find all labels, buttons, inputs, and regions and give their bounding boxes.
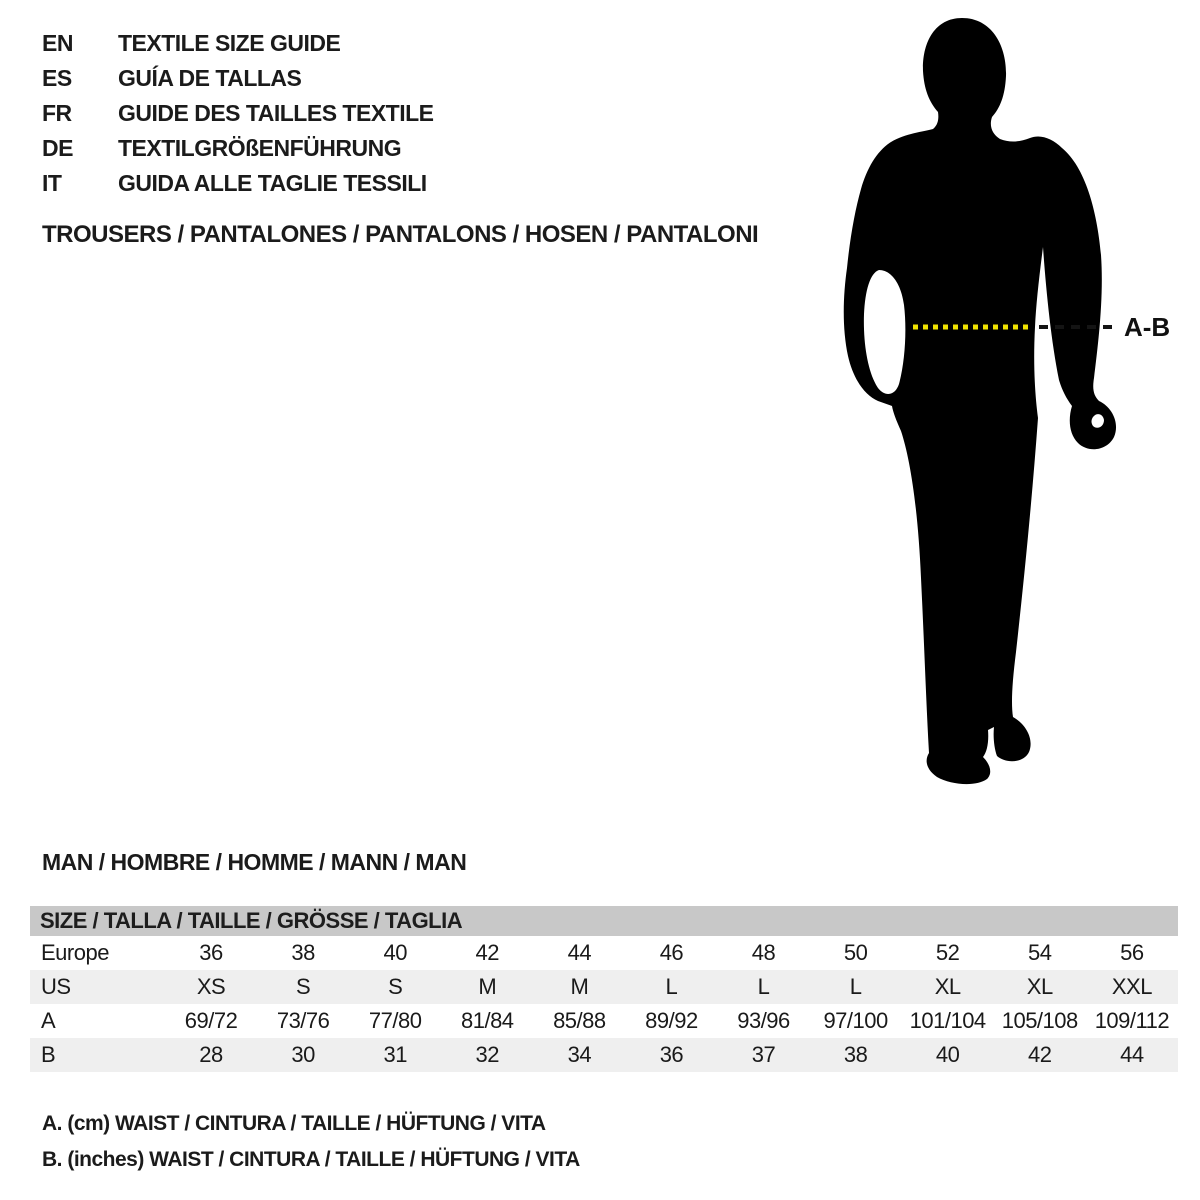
- size-cell: 44: [1086, 1038, 1178, 1072]
- size-cell: 101/104: [909, 1008, 986, 1033]
- note-a: A. (cm) WAIST / CINTURA / TAILLE / HÜFTUNG / VITA: [42, 1112, 546, 1135]
- size-cell: XL: [902, 970, 994, 1004]
- size-cell: 40: [383, 940, 407, 965]
- size-cell: XL: [994, 970, 1086, 1004]
- size-cell: XXL: [1086, 970, 1178, 1004]
- size-cell: 46: [659, 940, 684, 965]
- measure-label: A-B: [1124, 312, 1171, 342]
- language-row-de: [42, 131, 434, 166]
- size-cell: 31: [349, 1038, 441, 1072]
- note-b: B. (inches) WAIST / CINTURA / TAILLE / HÜFTUNG / VITA: [42, 1148, 580, 1171]
- size-table-row-us: [30, 970, 1178, 1004]
- size-cell: XS: [165, 970, 257, 1004]
- size-table-header: SIZE / TALLA / TAILLE / GRÖSSE / TAGLIA: [30, 906, 1178, 936]
- size-cell: 56: [1120, 940, 1144, 965]
- size-cell: S: [349, 970, 441, 1004]
- language-row-fr: [42, 96, 434, 131]
- size-cell: L: [810, 970, 902, 1004]
- category-title: TROUSERS / PANTALONES / PANTALONS / HOSEN / PANTALONI: [42, 221, 759, 248]
- size-cell: L: [717, 970, 809, 1004]
- size-table-row-b: [30, 1038, 1178, 1072]
- size-cell: 38: [291, 940, 315, 965]
- language-row-it: [42, 166, 434, 201]
- row-label: B: [30, 1038, 165, 1072]
- row-label: US: [30, 970, 165, 1004]
- size-cell: 105/108: [1001, 1008, 1078, 1033]
- size-cell: 48: [751, 940, 776, 965]
- row-label: A: [41, 1008, 56, 1033]
- size-cell: L: [625, 970, 717, 1004]
- man-silhouette: [844, 18, 1116, 784]
- language-label: TEXTILGRÖßENFÜHRUNG: [118, 135, 402, 161]
- language-code: ES: [42, 65, 72, 91]
- language-label: GUÍA DE TALLAS: [118, 65, 302, 91]
- language-label: TEXTILE SIZE GUIDE: [118, 30, 341, 56]
- size-cell: M: [533, 970, 625, 1004]
- language-label: GUIDA ALLE TAGLIE TESSILI: [118, 170, 427, 196]
- language-label: GUIDE DES TAILLES TEXTILE: [118, 100, 434, 126]
- size-cell: S: [257, 970, 349, 1004]
- body-measurement-figure: [800, 0, 1200, 810]
- language-row-es: [42, 61, 434, 96]
- size-cell: 97/100: [823, 1008, 888, 1033]
- size-cell: M: [441, 970, 533, 1004]
- size-cell: 52: [935, 940, 960, 965]
- language-row-en: [42, 26, 434, 61]
- size-cell: 30: [257, 1038, 349, 1072]
- size-cell: 42: [994, 1038, 1086, 1072]
- size-cell: 77/80: [368, 1008, 422, 1033]
- size-cell: 69/72: [184, 1008, 238, 1033]
- size-cell: 73/76: [276, 1008, 330, 1033]
- size-cell: 50: [843, 940, 868, 965]
- size-table-row-a: [30, 1004, 1178, 1038]
- language-code: IT: [42, 170, 62, 196]
- size-cell: 38: [810, 1038, 902, 1072]
- size-table-row-europe: [30, 936, 1178, 970]
- language-code: FR: [42, 100, 72, 126]
- size-cell: 109/112: [1094, 1008, 1170, 1033]
- size-cell: 85/88: [553, 1008, 606, 1033]
- language-code: EN: [42, 30, 73, 56]
- size-cell: 40: [902, 1038, 994, 1072]
- size-cell: 36: [199, 940, 223, 965]
- section-title-man: MAN / HOMBRE / HOMME / MANN / MAN: [42, 849, 467, 875]
- size-table: [30, 906, 1178, 1072]
- size-cell: 32: [441, 1038, 533, 1072]
- language-code: DE: [42, 135, 73, 161]
- size-table-body: [30, 936, 1178, 1072]
- size-cell: 34: [533, 1038, 625, 1072]
- measurement-notes: [42, 1106, 580, 1178]
- size-cell: 93/96: [737, 1008, 790, 1033]
- row-label: Europe: [41, 940, 109, 965]
- size-cell: 37: [717, 1038, 809, 1072]
- size-cell: 54: [1028, 940, 1052, 965]
- size-cell: 44: [567, 940, 592, 965]
- size-cell: 89/92: [645, 1008, 698, 1033]
- size-cell: 81/84: [460, 1008, 514, 1033]
- size-cell: 36: [625, 1038, 717, 1072]
- language-list: [42, 26, 434, 201]
- size-cell: 42: [475, 940, 500, 965]
- size-cell: 28: [165, 1038, 257, 1072]
